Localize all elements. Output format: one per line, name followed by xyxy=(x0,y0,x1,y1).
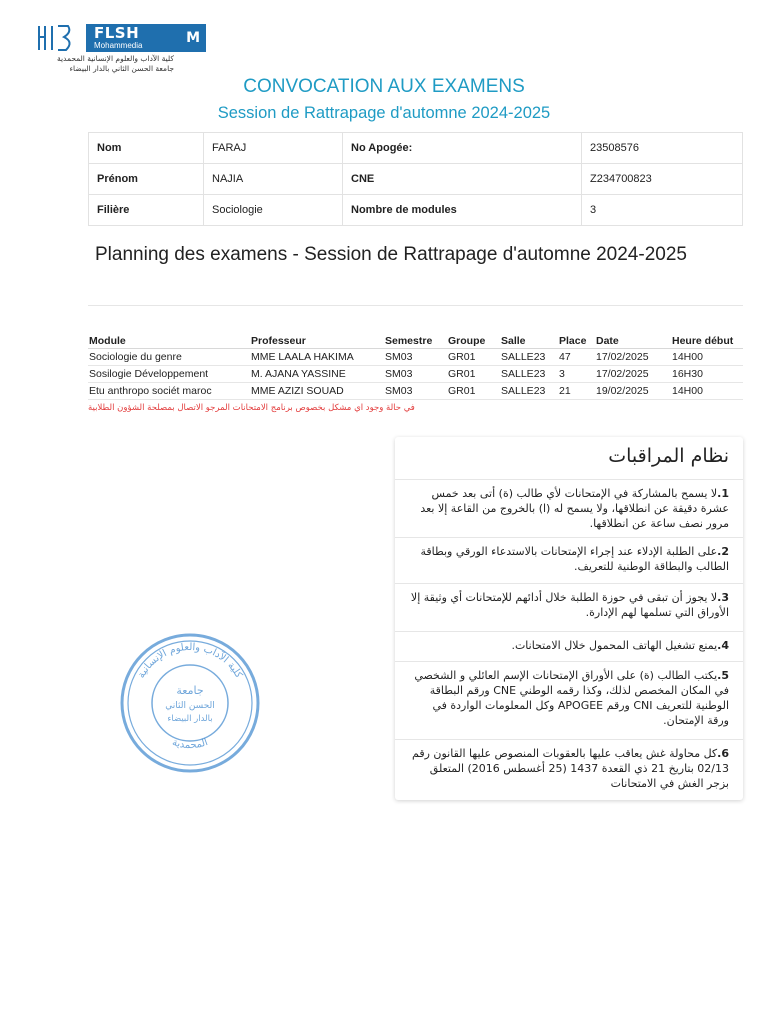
faculty-stamp xyxy=(115,628,265,778)
cell-place: 47 xyxy=(558,349,595,366)
rule-item-5 xyxy=(395,661,743,739)
stamp-bottom-text: المحمدية xyxy=(170,737,210,752)
cell-date: 17/02/2025 xyxy=(595,366,671,383)
rule-text: يكتب الطالب (ة) على الأوراق الإمتحانات الإسم العائلي و الشخصي في المكان المخصص لذلك، وكذا رقمه الوطني CNE ورقم البطاقة الوطنية للتعريف CNI ورقم APOGEE وكل المعلومات الواردة في ورقة الإمتحان. xyxy=(414,669,729,727)
cell-semestre: SM03 xyxy=(384,383,447,400)
planning-title: Planning des examens - Session de Rattrapage d'automne 2024-2025 xyxy=(95,244,687,265)
logo-name: FLSH xyxy=(94,24,140,42)
cell-place: 3 xyxy=(558,366,595,383)
col-header-professeur: Professeur xyxy=(250,333,384,349)
col-header-groupe: Groupe xyxy=(447,333,500,349)
logo-box xyxy=(86,24,206,52)
rule-text: لا يسمح بالمشاركة في الإمتحانات لأي طالب (ة) أتى بعد خمس عشرة دقيقة عن انطلاقها، ولا يسمح له (ا) بالخروج من القاعة إلا بعد مرور نصف ساعة عن انطلاقها. xyxy=(420,487,729,530)
contact-notice: في حالة وجود اي مشكل بخصوص برنامج الامتحانات المرجو الاتصال بمصلحة الشؤون الطلابية xyxy=(88,403,415,413)
cell-semestre: SM03 xyxy=(384,349,447,366)
stamp-inner-3: بالدار البيضاء xyxy=(167,714,213,724)
table-row xyxy=(89,133,743,164)
stamp-inner-2: الحسن الثاني xyxy=(165,701,215,711)
cell-date: 19/02/2025 xyxy=(595,383,671,400)
rule-number: 3. xyxy=(717,591,729,604)
rule-number: 2. xyxy=(717,545,729,558)
cell-module: Sociologie du genre xyxy=(88,349,250,366)
logo-suffix: M xyxy=(186,30,200,46)
cell-professeur: MME AZIZI SOUAD xyxy=(250,383,384,400)
rule-text: كل محاولة غش يعاقب عليها بالعقوبات المنصوص عليها القانون رقم 02/13 بتاريخ 21 ذي القعدة 1437 (25 أغسطس 2016) المتعلق بزجر الغش في الامتحانات xyxy=(412,747,729,790)
apogee-label: No Apogée: xyxy=(343,133,582,164)
col-header-module: Module xyxy=(88,333,250,349)
cne-value: Z234700823 xyxy=(582,164,743,195)
cell-module: Etu anthropo sociét maroc xyxy=(88,383,250,400)
rules-title: نظام المراقبات xyxy=(608,445,729,467)
logo-arabic-line1: كلية الآداب والعلوم الإنسانية المحمدية xyxy=(56,54,174,63)
prenom-label: Prénom xyxy=(89,164,204,195)
modules-label: Nombre de modules xyxy=(343,195,582,226)
filiere-value: Sociologie xyxy=(204,195,343,226)
col-header-semestre: Semestre xyxy=(384,333,447,349)
rule-item-4 xyxy=(395,631,743,661)
cell-salle: SALLE23 xyxy=(500,366,558,383)
cell-salle: SALLE23 xyxy=(500,349,558,366)
filiere-label: Filière xyxy=(89,195,204,226)
table-row xyxy=(88,383,743,400)
logo-subtitle: Mohammedia xyxy=(94,41,143,50)
cell-date: 17/02/2025 xyxy=(595,349,671,366)
rule-item-1 xyxy=(395,479,743,537)
cell-heure: 14H00 xyxy=(671,349,743,366)
page-title: CONVOCATION AUX EXAMENS xyxy=(243,76,525,97)
cell-groupe: GR01 xyxy=(447,383,500,400)
nom-value: FARAJ xyxy=(204,133,343,164)
cell-place: 21 xyxy=(558,383,595,400)
table-row xyxy=(88,366,743,383)
rule-number: 5. xyxy=(717,669,729,682)
cell-semestre: SM03 xyxy=(384,366,447,383)
cell-professeur: M. AJANA YASSINE xyxy=(250,366,384,383)
rule-item-3 xyxy=(395,583,743,631)
page-subtitle: Session de Rattrapage d'automne 2024-2025 xyxy=(217,104,551,122)
cell-heure: 14H00 xyxy=(671,383,743,400)
divider xyxy=(88,305,743,306)
table-row xyxy=(89,164,743,195)
cell-groupe: GR01 xyxy=(447,366,500,383)
prenom-value: NAJIA xyxy=(204,164,343,195)
logo-mark-icon xyxy=(36,24,84,52)
table-row xyxy=(88,349,743,366)
faculty-logo xyxy=(36,22,200,80)
table-row xyxy=(89,195,743,226)
rule-item-6 xyxy=(395,739,743,800)
col-header-salle: Salle xyxy=(500,333,558,349)
col-header-place: Place xyxy=(558,333,595,349)
col-header-heure: Heure début xyxy=(671,333,743,349)
col-header-date: Date xyxy=(595,333,671,349)
logo-arabic-line2: جامعة الحسن الثاني بالدار البيضاء xyxy=(69,64,174,73)
logo-arabic-text xyxy=(57,54,174,74)
cell-module: Sosilogie Développement xyxy=(88,366,250,383)
student-info-table xyxy=(88,132,743,226)
svg-text:المحمدية xyxy=(171,737,210,751)
modules-value: 3 xyxy=(582,195,743,226)
cne-label: CNE xyxy=(343,164,582,195)
rule-number: 6. xyxy=(717,747,729,760)
rule-text: يمنع تشغيل الهاتف المحمول خلال الامتحانات. xyxy=(511,639,718,652)
rule-item-2 xyxy=(395,537,743,583)
cell-salle: SALLE23 xyxy=(500,383,558,400)
rule-text: على الطلبة الإدلاء عند إجراء الإمتحانات بالاستدعاء الورقي وبطاقة الطالب والبطاقة الوطنية للتعريف. xyxy=(420,545,729,573)
rule-number: 1. xyxy=(717,487,729,500)
cell-groupe: GR01 xyxy=(447,349,500,366)
cell-professeur: MME LAALA HAKIMA xyxy=(250,349,384,366)
apogee-value: 23508576 xyxy=(582,133,743,164)
rule-number: 4. xyxy=(717,639,729,652)
rule-text: لا يجوز أن تبقى في حوزة الطلبة خلال أدائهم للإمتحانات أي وثيقة إلا الأوراق التي تسلمها لهم الإدارة. xyxy=(410,591,729,619)
stamp-inner-1: جامعة xyxy=(176,684,204,697)
planning-table xyxy=(88,333,743,400)
table-header-row xyxy=(88,333,743,349)
cell-heure: 16H30 xyxy=(671,366,743,383)
rules-panel xyxy=(395,437,743,800)
nom-label: Nom xyxy=(89,133,204,164)
stamp-outer-text: كلية الآداب والعلوم الإنسانية xyxy=(135,641,245,681)
